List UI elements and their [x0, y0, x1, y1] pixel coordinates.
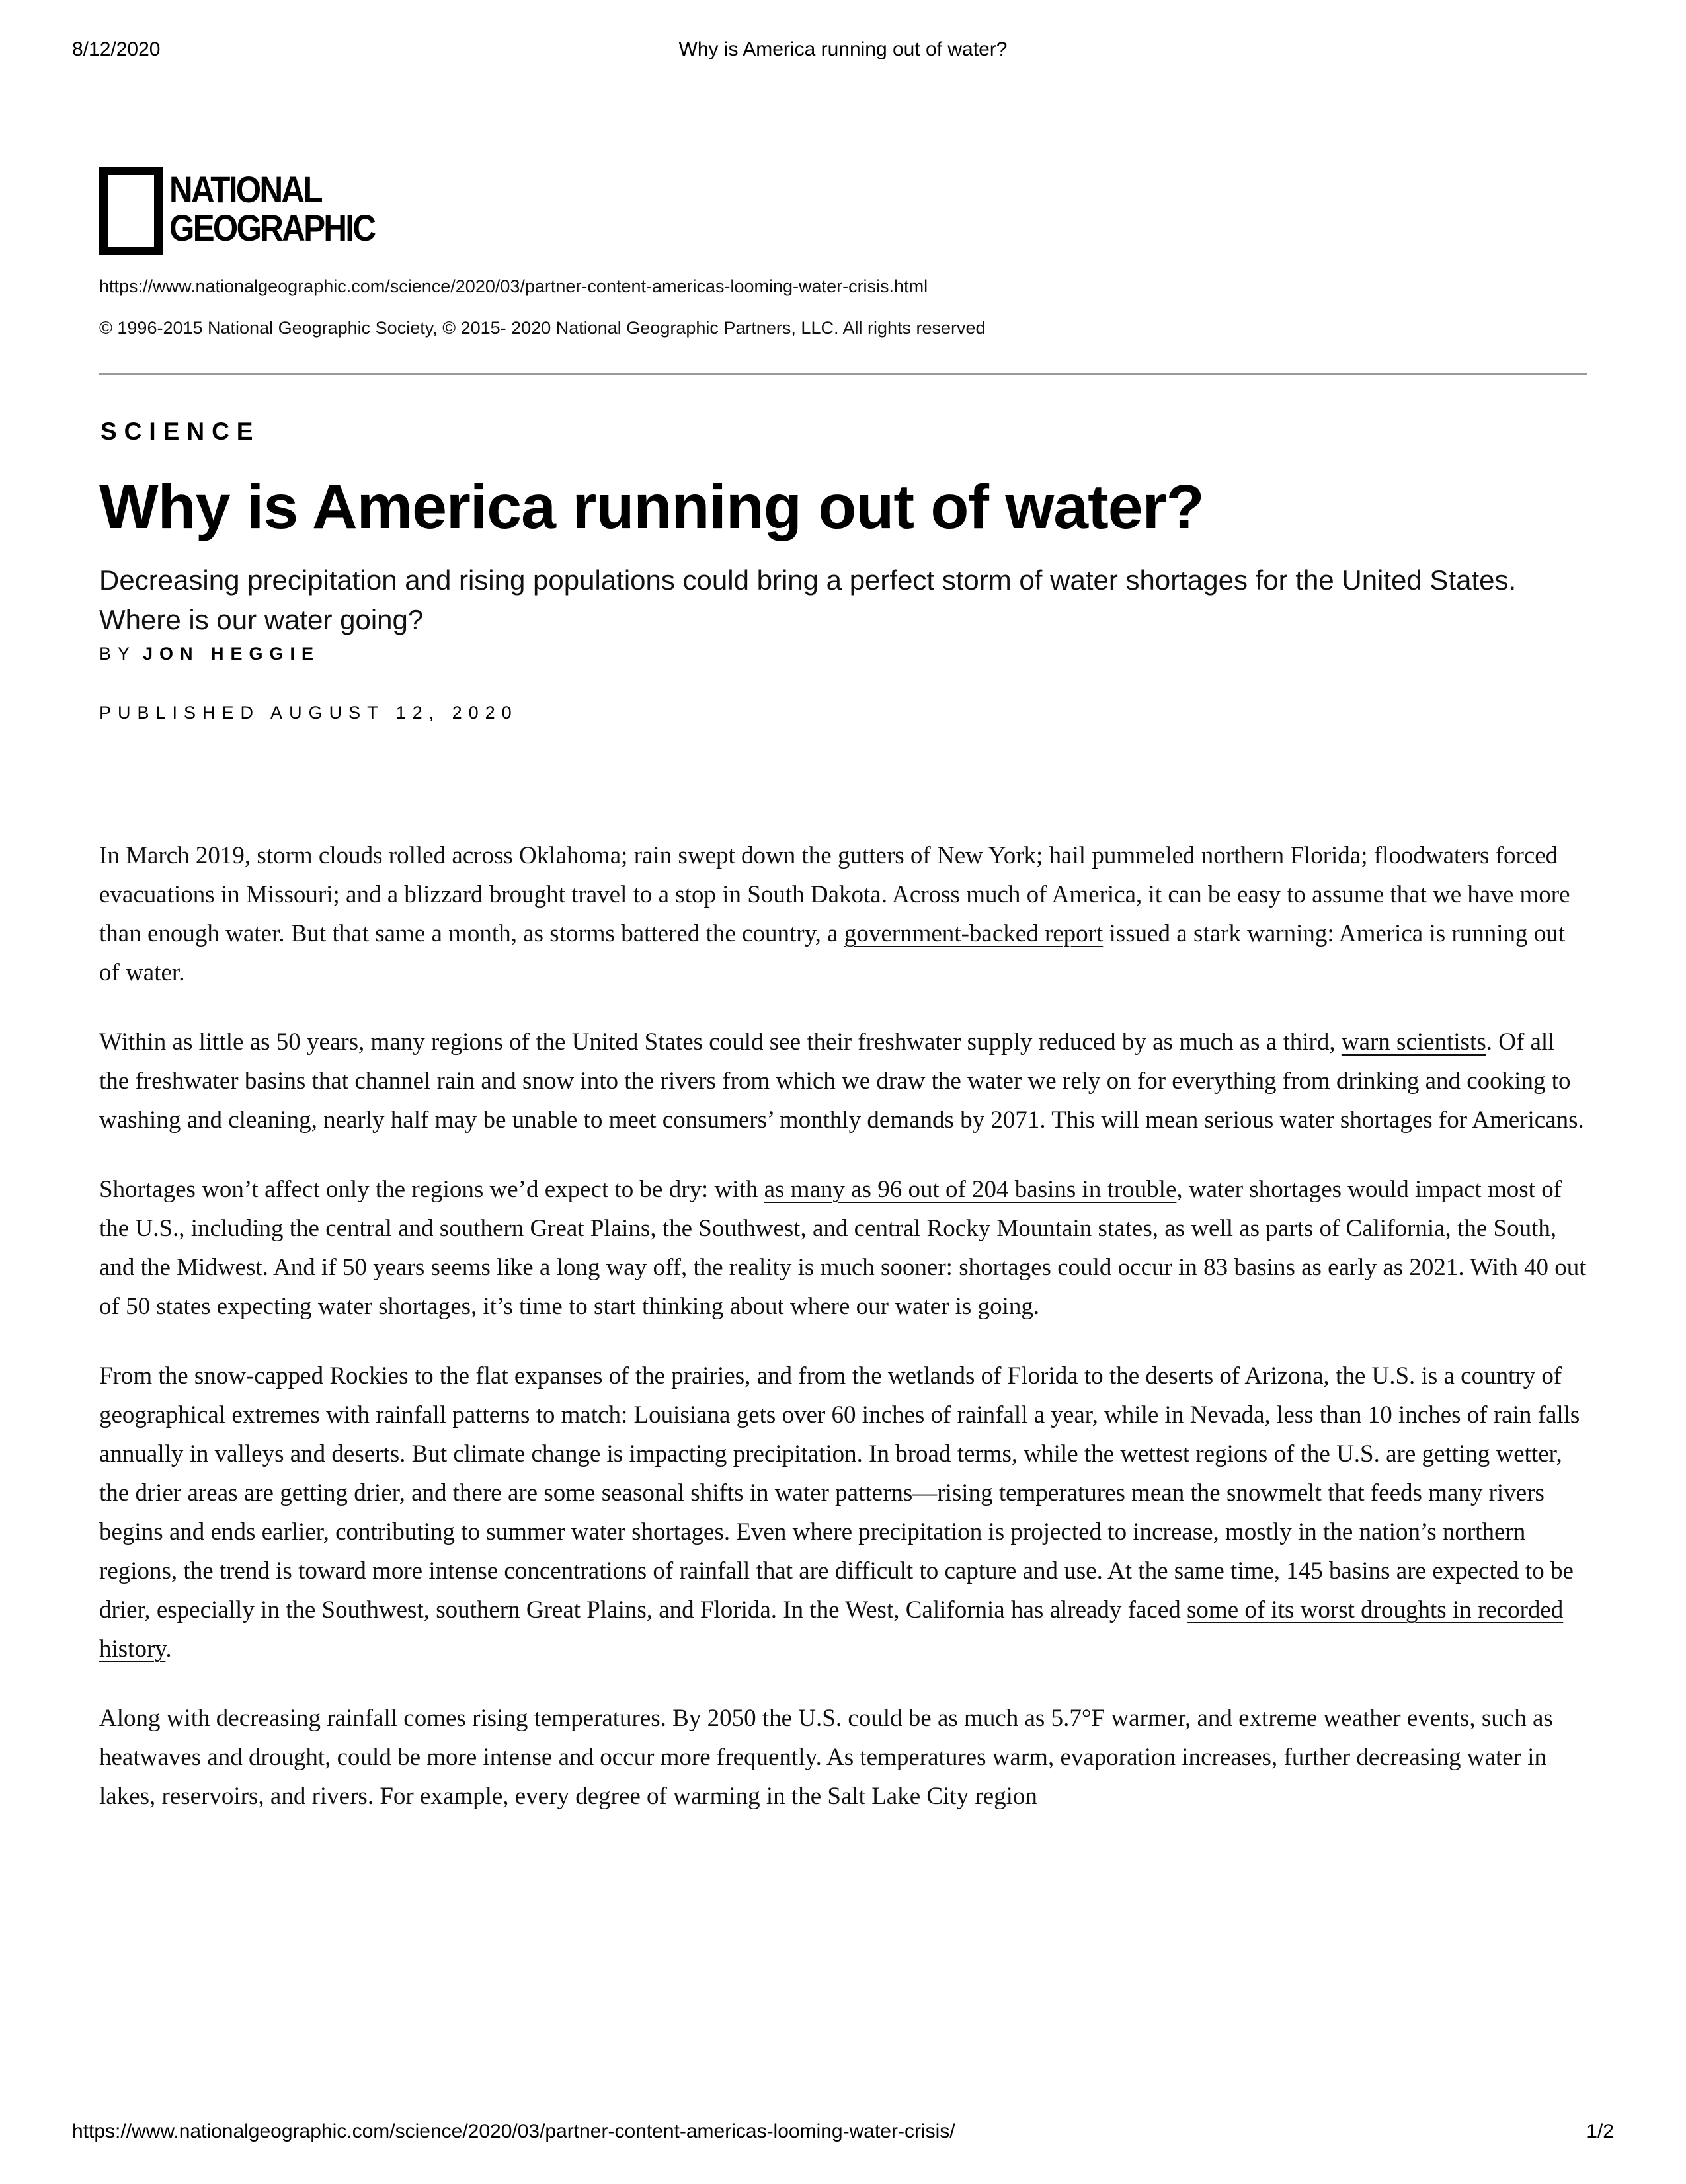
paragraph: In March 2019, storm clouds rolled across Oklahoma; rain swept down the gutters of New York; hail pummeled northern Florida; floodwaters forced evacuations in Missouri; and a blizzard brought travel to a stop in South Dakota. Across much of America, it can be easy to assume that we have more than enough water. But that same a month, as storms battered the country, a government-backed report issued a stark warning: America is running out of water.	[99, 842, 1570, 986]
print-footer-url: https://www.nationalgeographic.com/science/2020/03/partner-content-americas-looming-water-crisis/	[72, 2121, 955, 2142]
article-body	[99, 836, 1587, 1846]
yellow-border-icon	[99, 167, 163, 255]
publish-date: PUBLISHED AUGUST 12, 2020	[99, 703, 518, 722]
print-date: 8/12/2020	[72, 38, 161, 60]
source-url: https://www.nationalgeographic.com/science/2020/03/partner-content-americas-looming-water-crisis.html	[99, 276, 928, 296]
article-deck: Decreasing precipitation and rising populations could bring a perfect storm of water shortages for the United States. Where is our water going?	[99, 565, 1517, 635]
basins-in-trouble-link[interactable]: as many as 96 out of 204 basins in trouble	[764, 1176, 1177, 1203]
article-headline: Why is America running out of water?	[99, 472, 1204, 542]
paragraph: Shortages won’t affect only the regions we’d expect to be dry: with as many as 96 out of 204 basins in trouble, water shortages would impact most of the U.S., including the central and southern Great Plains, the Southwest, and central Rocky Mountain states, as well as parts of California, the South, and the Midwest. And if 50 years seems like a long way off, the reality is much sooner: shortages could occur in 83 basins as early as 2021. With 40 out of 50 states expecting water shortages, it’s time to start thinking about where our water is going.	[99, 1176, 1586, 1320]
print-page-title: Why is America running out of water?	[678, 38, 1008, 60]
byline	[99, 644, 320, 664]
author-name[interactable]: JON HEGGIE	[143, 644, 321, 664]
paragraph: Within as little as 50 years, many regions of the United States could see their freshwater supply reduced by as much as a third, warn scientists. Of all the freshwater basins that channel rain and snow into the rivers from which we draw the water we rely on for everything from drinking and cooking to washing and cleaning, nearly half may be unable to meet consumers’ monthly demands by 2071. This will mean serious water shortages for Americans.	[99, 1029, 1584, 1134]
byline-prefix: BY	[99, 644, 137, 664]
paragraph: From the snow-capped Rockies to the flat expanses of the prairies, and from the wetlands of Florida to the deserts of Arizona, the U.S. is a country of geographical extremes with rainfall patterns to match: Louisiana gets over 60 inches of rainfall a year, while in Nevada, less than 10 inches of rain falls annually in valleys and deserts. But climate change is impacting precipitation. In broad terms, while the wettest regions of the U.S. are getting wetter, the drier areas are getting drier, and there are some seasonal shifts in water patterns—rising temperatures mean the snowmelt that feeds many rivers begins and ends earlier, contributing to summer water shortages. Even where precipitation is projected to increase, mostly in the nation’s northern regions, the trend is toward more intense concentrations of rainfall that are difficult to capture and use. At the same time, 145 basins are expected to be drier, especially in the Southwest, southern Great Plains, and Florida. In the West, California has already faced some of its worst droughts in recorded history.	[99, 1362, 1580, 1662]
worst-droughts-link[interactable]: some of its worst droughts in recorded history	[99, 1596, 1564, 1662]
page-number: 1/2	[1586, 2121, 1614, 2142]
header-divider	[99, 373, 1587, 375]
paragraph: Along with decreasing rainfall comes rising temperatures. By 2050 the U.S. could be as much as 5.7°F warmer, and extreme weather events, such as heatwaves and drought, could be more intense and occur more frequently. As temperatures warm, evaporation increases, further decreasing water in lakes, reservoirs, and rivers. For example, every degree of warming in the Salt Lake City region	[99, 1705, 1553, 1810]
government-report-link[interactable]: government-backed report	[844, 920, 1104, 947]
warn-scientists-link[interactable]: warn scientists	[1341, 1029, 1486, 1056]
logo-wordmark: NATIONAL GEOGRAPHIC	[169, 169, 375, 249]
section-label[interactable]: SCIENCE	[100, 418, 261, 445]
copyright-notice: © 1996-2015 National Geographic Society, © 2015- 2020 National Geographic Partners, LLC. All rights reserved	[99, 318, 986, 338]
